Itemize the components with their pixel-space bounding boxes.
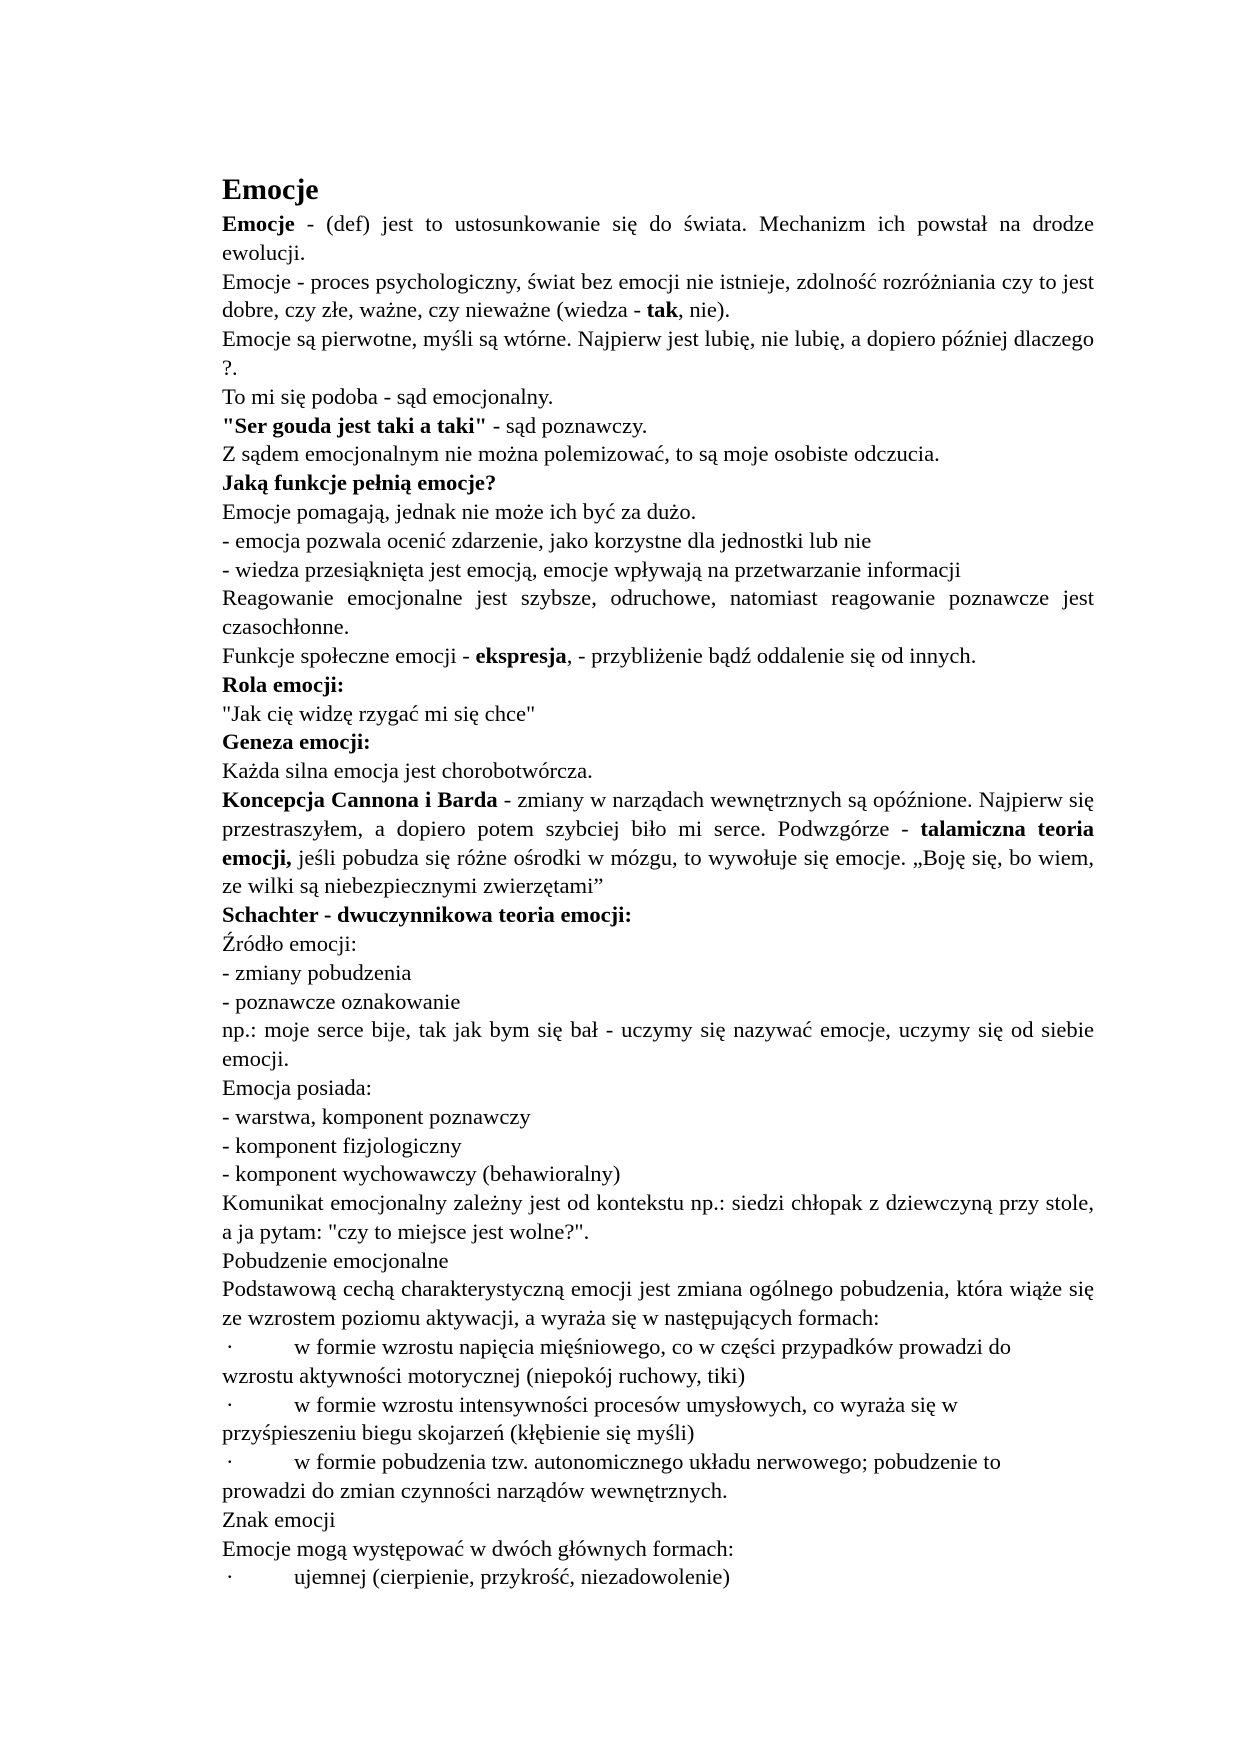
bold-term: Emocje	[222, 211, 295, 236]
forms-line: Emocje mogą występować w dwóch głównych formach:	[222, 1535, 734, 1561]
bullet-item: · w formie wzrostu intensywności procesów umysłowych, co wyraża się w przyśpieszeniu biegu skojarzeń (kłębienie się myśli)	[222, 1391, 958, 1446]
definition-paragraph: Emocje - (def) jest to ustosunkowanie się do świata. Mechanizm ich powstał na drodze ewolucji.	[222, 211, 1094, 265]
quote-line: "Jak cię widzę rzygać mi się chce"	[222, 700, 536, 726]
list-line: - zmiany pobudzenia	[222, 959, 412, 985]
bullet-item: · ujemnej (cierpienie, przykrość, niezadowolenie)	[222, 1563, 1094, 1592]
list-line: - emocja pozwala ocenić zdarzenie, jako korzystne dla jednostki lub nie	[222, 527, 872, 553]
cannon-bard-paragraph: Koncepcja Cannona i Barda - zmiany w narządach wewnętrznych są opóźnione. Najpierw się przestraszyłem, a dopiero potem szybciej biło mi serce. Podwzgórze - talamiczna teoria emocji, jeśli pobudza się różne ośrodki w mózgu, to wywołuje się emocje. „Boję się, bo wiem, ze wilki są niebezpiecznymi zwierzętami”	[222, 786, 1094, 899]
bullet-glyph: ·	[226, 1391, 234, 1417]
example-paragraph: np.: moje serce bije, tak jak bym się bał - uczymy się nazywać emocje, uczymy się od siebie emocji.	[222, 1017, 1094, 1072]
process-paragraph: Emocje - proces psychologiczny, świat bez emocji nie istnieje, zdolność rozróżniania czy to jest dobre, czy złe, ważne, czy nieważne (wiedza - tak, nie).	[222, 268, 1094, 323]
social-functions-line: Funkcje społeczne emocji - ekspresja, - przybliżenie bądź oddalenie się od innych.	[222, 642, 977, 668]
source-line: Źródło emocji:	[222, 930, 357, 956]
bullet-glyph: ·	[226, 1564, 234, 1590]
emotion-has-line: Emocja posiada:	[222, 1074, 372, 1100]
heading-functions: Jaką funkcje pełnią emocje?	[222, 470, 497, 496]
primary-paragraph: Emocje są pierwotne, myśli są wtórne. Najpierw jest lubię, nie lubię, a dopiero później dlaczego ?.	[222, 326, 1094, 380]
list-line: - komponent fizjologiczny	[222, 1132, 462, 1158]
polemic-line: Z sądem emocjonalnym nie można polemizować, to są moje osobiste odczucia.	[222, 441, 940, 467]
heading-arousal: Pobudzenie emocjonalne	[222, 1247, 449, 1273]
message-paragraph: Komunikat emocjonalny zależny jest od kontekstu np.: siedzi chłopak z dziewczyną przy stole, a ja pytam: "czy to miejsce jest wolne?".	[222, 1190, 1094, 1244]
heading-schachter: Schachter - dwuczynnikowa teoria emocji:	[222, 902, 632, 928]
emotional-judgement-line: To mi się podoba - sąd emocjonalny.	[222, 383, 554, 409]
list-line: - wiedza przesiąknięta jest emocją, emocje wpływają na przetwarzanie informacji	[222, 556, 961, 582]
heading-role: Rola emocji:	[222, 671, 345, 697]
document-title: Emocje	[222, 173, 319, 206]
bullet-glyph: ·	[226, 1334, 234, 1360]
heading-sign: Znak emocji	[222, 1506, 336, 1532]
pathogenic-line: Każda silna emocja jest chorobotwórcza.	[222, 758, 593, 784]
bullet-item: · w formie pobudzenia tzw. autonomicznego układu nerwowego; pobudzenie to prowadzi do zmian czynności narządów wewnętrznych.	[222, 1449, 1001, 1504]
reaction-paragraph: Reagowanie emocjonalne jest szybsze, odruchowe, natomiast reagowanie poznawcze jest czasochłonne.	[222, 585, 1094, 640]
list-line: - poznawcze oznakowanie	[222, 988, 461, 1014]
arousal-paragraph: Podstawową cechą charakterystyczną emocji jest zmiana ogólnego pobudzenia, która wiąże się ze wzrostem poziomu aktywacji, a wyraża się w następujących formach:	[222, 1276, 1094, 1331]
cognitive-judgement-line: "Ser gouda jest taki a taki" - sąd poznawczy.	[222, 412, 648, 438]
help-line: Emocje pomagają, jednak nie może ich być za dużo.	[222, 498, 697, 524]
heading-genesis: Geneza emocji:	[222, 729, 371, 755]
bullet-item: · w formie wzrostu napięcia mięśniowego, co w części przypadków prowadzi do wzrostu aktywności motorycznej (niepokój ruchowy, tiki)	[222, 1334, 1012, 1388]
document-page	[222, 172, 1094, 1592]
list-line: - komponent wychowawczy (behawioralny)	[222, 1161, 621, 1187]
bullet-glyph: ·	[226, 1449, 234, 1475]
list-line: - warstwa, komponent poznawczy	[222, 1103, 531, 1129]
